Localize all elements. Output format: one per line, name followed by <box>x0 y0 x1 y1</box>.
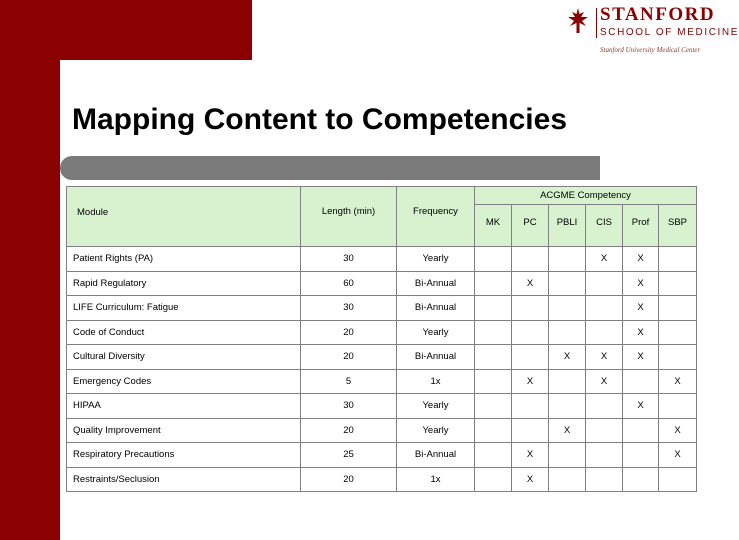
length-cell: 25 <box>301 443 397 468</box>
competency-pbli-cell: X <box>549 345 586 370</box>
competency-prof-cell: X <box>623 296 659 321</box>
competency-sbp-cell: X <box>659 418 697 443</box>
competency-cis-cell <box>586 467 623 492</box>
competency-mk-cell <box>475 296 512 321</box>
logo-divider <box>596 8 597 38</box>
header-competency-pbli: PBLI <box>549 205 586 247</box>
competency-sbp-cell <box>659 247 697 272</box>
competency-pbli-cell <box>549 443 586 468</box>
frequency-cell: Bi-Annual <box>397 443 475 468</box>
competency-pbli-cell <box>549 271 586 296</box>
competency-cis-cell <box>586 320 623 345</box>
competency-pbli-cell: X <box>549 418 586 443</box>
competency-pc-cell <box>512 296 549 321</box>
module-cell: Emergency Codes <box>67 369 301 394</box>
title-divider-bar <box>60 156 600 180</box>
table-row <box>67 394 697 419</box>
competency-mk-cell <box>475 247 512 272</box>
frequency-cell: Bi-Annual <box>397 271 475 296</box>
competency-sbp-cell <box>659 467 697 492</box>
table-row <box>67 345 697 370</box>
competency-sbp-cell <box>659 320 697 345</box>
competency-prof-cell: X <box>623 271 659 296</box>
competency-mk-cell <box>475 467 512 492</box>
competency-cis-cell <box>586 418 623 443</box>
competency-pbli-cell <box>549 296 586 321</box>
competency-pbli-cell <box>549 369 586 394</box>
competency-cis-cell <box>586 394 623 419</box>
header-competency-sbp: SBP <box>659 205 697 247</box>
module-cell: Code of Conduct <box>67 320 301 345</box>
module-cell: Quality Improvement <box>67 418 301 443</box>
competency-pc-cell: X <box>512 443 549 468</box>
module-cell: Patient Rights (PA) <box>67 247 301 272</box>
competency-cis-cell <box>586 271 623 296</box>
module-cell: Rapid Regulatory <box>67 271 301 296</box>
competency-pbli-cell <box>549 320 586 345</box>
length-cell: 20 <box>301 418 397 443</box>
competency-sbp-cell <box>659 394 697 419</box>
competency-mk-cell <box>475 394 512 419</box>
competency-pbli-cell <box>549 467 586 492</box>
competency-pc-cell <box>512 345 549 370</box>
competency-pc-cell <box>512 320 549 345</box>
header-acgme-competency: ACGME Competency <box>475 187 697 205</box>
competency-prof-cell: X <box>623 394 659 419</box>
competency-pbli-cell <box>549 394 586 419</box>
frequency-cell: 1x <box>397 467 475 492</box>
logo-wordmark: STANFORD <box>600 4 716 25</box>
table-row <box>67 418 697 443</box>
competency-pc-cell: X <box>512 369 549 394</box>
header-competency-prof: Prof <box>623 205 659 247</box>
table-row <box>67 247 697 272</box>
competency-pc-cell <box>512 418 549 443</box>
length-cell: 20 <box>301 320 397 345</box>
competency-cis-cell <box>586 296 623 321</box>
stanford-tree-icon <box>564 6 592 36</box>
header-competency-mk: MK <box>475 205 512 247</box>
competency-sbp-cell <box>659 271 697 296</box>
competency-mk-cell <box>475 369 512 394</box>
competency-cis-cell <box>586 443 623 468</box>
header-length: Length (min) <box>301 187 397 247</box>
competency-sbp-cell: X <box>659 369 697 394</box>
competency-mk-cell <box>475 345 512 370</box>
module-cell: Respiratory Precautions <box>67 443 301 468</box>
competency-mk-cell <box>475 271 512 296</box>
stanford-logo <box>562 4 739 60</box>
length-cell: 20 <box>301 467 397 492</box>
slide-title: Mapping Content to Competencies <box>72 103 567 136</box>
length-cell: 60 <box>301 271 397 296</box>
competency-prof-cell <box>623 467 659 492</box>
competency-prof-cell <box>623 369 659 394</box>
header-module: Module <box>67 187 301 247</box>
competency-sbp-cell <box>659 345 697 370</box>
left-banner <box>0 0 60 540</box>
length-cell: 30 <box>301 394 397 419</box>
competency-cis-cell: X <box>586 345 623 370</box>
competency-prof-cell <box>623 418 659 443</box>
frequency-cell: Bi-Annual <box>397 345 475 370</box>
logo-tagline: Stanford University Medical Center <box>600 46 701 54</box>
competency-cis-cell: X <box>586 369 623 394</box>
competency-pc-cell: X <box>512 271 549 296</box>
frequency-cell: Yearly <box>397 394 475 419</box>
competency-sbp-cell: X <box>659 443 697 468</box>
table-row <box>67 467 697 492</box>
frequency-cell: Yearly <box>397 418 475 443</box>
length-cell: 30 <box>301 296 397 321</box>
table-row <box>67 369 697 394</box>
module-cell: Cultural Diversity <box>67 345 301 370</box>
table-row <box>67 271 697 296</box>
table-row <box>67 320 697 345</box>
competency-mk-cell <box>475 418 512 443</box>
logo-school-name: SCHOOL OF MEDICINE <box>600 27 739 38</box>
module-cell: Restraints/Seclusion <box>67 467 301 492</box>
length-cell: 5 <box>301 369 397 394</box>
competency-mk-cell <box>475 443 512 468</box>
competency-sbp-cell <box>659 296 697 321</box>
competency-cis-cell: X <box>586 247 623 272</box>
frequency-cell: Yearly <box>397 247 475 272</box>
competency-prof-cell: X <box>623 247 659 272</box>
header-competency-pc: PC <box>512 205 549 247</box>
competency-pc-cell <box>512 247 549 272</box>
competency-pc-cell: X <box>512 467 549 492</box>
module-cell: HIPAA <box>67 394 301 419</box>
table-row <box>67 443 697 468</box>
competency-pbli-cell <box>549 247 586 272</box>
length-cell: 30 <box>301 247 397 272</box>
frequency-cell: 1x <box>397 369 475 394</box>
competency-mk-cell <box>475 320 512 345</box>
module-cell: LIFE Curriculum: Fatigue <box>67 296 301 321</box>
competency-table <box>66 186 697 492</box>
header-competency-cis: CIS <box>586 205 623 247</box>
competency-prof-cell: X <box>623 320 659 345</box>
competency-prof-cell <box>623 443 659 468</box>
competency-pc-cell <box>512 394 549 419</box>
frequency-cell: Bi-Annual <box>397 296 475 321</box>
table-row <box>67 296 697 321</box>
length-cell: 20 <box>301 345 397 370</box>
competency-prof-cell: X <box>623 345 659 370</box>
header-frequency: Frequency <box>397 187 475 247</box>
frequency-cell: Yearly <box>397 320 475 345</box>
